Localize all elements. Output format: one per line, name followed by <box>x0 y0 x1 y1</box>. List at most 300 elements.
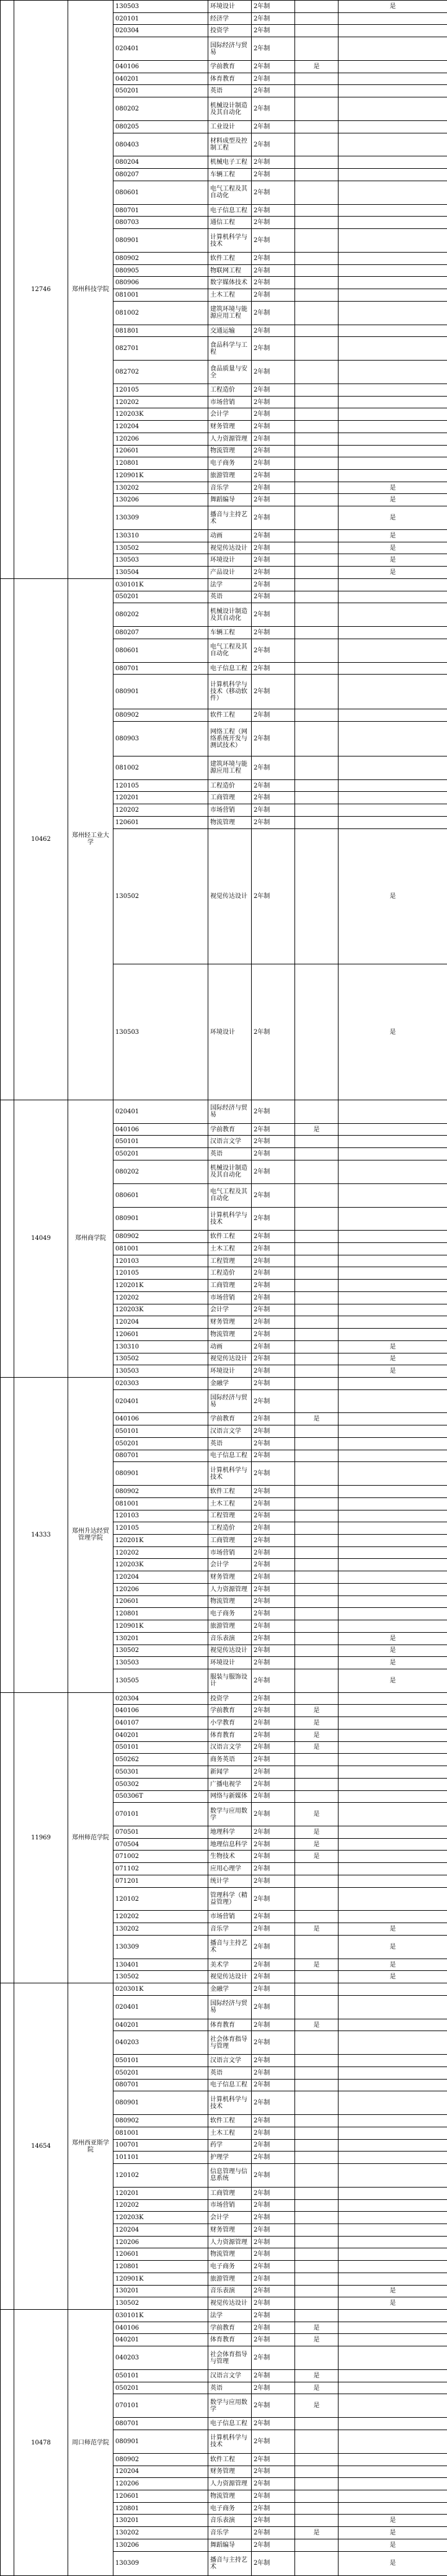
major-name-cell: 机械设计制造及其自动化 <box>208 1160 252 1183</box>
duration-cell: 2年制 <box>252 1413 295 1425</box>
flag-b-cell <box>295 361 339 384</box>
major-name-cell: 会计学 <box>208 1559 252 1571</box>
flag-b-cell <box>295 828 339 964</box>
major-code-cell: 080901 <box>113 2430 208 2453</box>
duration-cell: 2年制 <box>252 1450 295 1462</box>
flag-c-cell <box>339 2212 447 2224</box>
duration-cell: 2年制 <box>252 816 295 828</box>
flag-b-cell <box>295 1304 339 1316</box>
major-code-cell: 040106 <box>113 2322 208 2334</box>
flag-b-cell <box>295 2466 339 2478</box>
major-name-cell: 工程造价 <box>208 1267 252 1280</box>
flag-c-cell <box>339 675 447 709</box>
major-code-cell: 050101 <box>113 2055 208 2067</box>
flag-c-cell <box>339 591 447 603</box>
major-code-cell: 130309 <box>113 1935 208 1959</box>
major-code-cell: 030101K <box>113 578 208 591</box>
duration-cell: 2年制 <box>252 1160 295 1183</box>
major-name-cell: 电气工程及其自动化 <box>208 1183 252 1207</box>
duration-cell: 2年制 <box>252 2551 295 2575</box>
duration-cell: 2年制 <box>252 1692 295 1705</box>
flag-c-cell <box>339 2248 447 2261</box>
duration-cell: 2年制 <box>252 1510 295 1522</box>
major-code-cell: 120201K <box>113 1535 208 1547</box>
major-code-cell: 080902 <box>113 1486 208 1498</box>
major-name-cell: 市场营销 <box>208 396 252 408</box>
major-name-cell: 机械设计制造及其自动化 <box>208 603 252 627</box>
duration-cell: 2年制 <box>252 1863 295 1875</box>
flag-c-cell <box>339 2091 447 2115</box>
duration-cell: 2年制 <box>252 1959 295 1971</box>
major-name-cell: 软件工程 <box>208 2115 252 2127</box>
flag-b-cell <box>295 792 339 804</box>
major-name-cell: 旅游管理 <box>208 2273 252 2285</box>
duration-cell: 2年制 <box>252 1255 295 1267</box>
major-name-cell: 美术学 <box>208 1959 252 1971</box>
flag-c-cell <box>339 445 447 457</box>
major-name-cell: 英语 <box>208 2067 252 2079</box>
duration-cell: 2年制 <box>252 1971 295 1983</box>
duration-cell: 2年制 <box>252 2334 295 2346</box>
major-name-cell: 英语 <box>208 1437 252 1450</box>
flag-c-cell: 是 <box>339 567 447 579</box>
flag-b-cell <box>295 2310 339 2322</box>
flag-c-cell <box>339 1522 447 1535</box>
major-code-cell: 120105 <box>113 779 208 792</box>
major-name-cell: 音乐学 <box>208 1923 252 1936</box>
major-name-cell: 计算机科学与技术（移动软件） <box>208 675 252 709</box>
flag-c-cell <box>339 1486 447 1498</box>
major-name-cell: 工程管理 <box>208 1510 252 1522</box>
major-name-cell: 建筑环境与能源应用工程 <box>208 756 252 779</box>
major-name-cell: 应用心理学 <box>208 1863 252 1875</box>
duration-cell: 2年制 <box>252 1657 295 1669</box>
major-name-cell: 机械电子工程 <box>208 156 252 169</box>
duration-cell: 2年制 <box>252 1935 295 1959</box>
major-code-cell: 020304 <box>113 25 208 37</box>
flag-b-cell: 是 <box>295 2322 339 2334</box>
flag-b-cell <box>295 252 339 264</box>
flag-b-cell: 是 <box>295 2370 339 2382</box>
flag-c-cell <box>339 1705 447 1717</box>
flag-b-cell <box>295 1340 339 1353</box>
major-name-cell: 国际经济与贸易 <box>208 1100 252 1123</box>
major-name-cell: 车辆工程 <box>208 169 252 181</box>
flag-c-cell <box>339 1207 447 1231</box>
school-code-cell: 14049 <box>14 1100 68 1377</box>
flag-c-cell: 是 <box>339 494 447 506</box>
duration-cell: 2年制 <box>252 470 295 482</box>
duration-cell: 2年制 <box>252 1316 295 1329</box>
duration-cell: 2年制 <box>252 1995 295 2019</box>
flag-c-cell <box>339 2199 447 2212</box>
flag-b-cell <box>295 1255 339 1267</box>
major-name-cell: 土木工程 <box>208 2127 252 2139</box>
flag-b-cell <box>295 1754 339 1766</box>
major-name-cell: 计算机科学与技术 <box>208 1207 252 1231</box>
flag-c-cell <box>339 2394 447 2418</box>
flag-b-cell <box>295 1778 339 1790</box>
duration-cell: 2年制 <box>252 2152 295 2164</box>
flag-c-cell: 是 <box>339 1632 447 1645</box>
major-code-cell: 130502 <box>113 542 208 554</box>
flag-c-cell <box>339 1497 447 1510</box>
major-code-cell: 071201 <box>113 1875 208 1887</box>
duration-cell: 2年制 <box>252 1717 295 1730</box>
duration-cell: 2年制 <box>252 1608 295 1620</box>
duration-cell: 2年制 <box>252 2139 295 2152</box>
major-code-cell: 130206 <box>113 494 208 506</box>
major-name-cell: 音乐表演 <box>208 2285 252 2297</box>
flag-b-cell <box>295 1522 339 1535</box>
major-name-cell: 土木工程 <box>208 289 252 302</box>
major-code-cell: 050101 <box>113 1741 208 1754</box>
major-name-cell: 建筑环境与能源应用工程 <box>208 301 252 325</box>
flag-c-cell: 是 <box>339 1 447 13</box>
flag-b-cell <box>295 1571 339 1584</box>
major-name-cell: 地理科学 <box>208 1826 252 1839</box>
major-code-cell: 020303 <box>113 1377 208 1389</box>
duration-cell: 2年制 <box>252 1486 295 1498</box>
flag-c-cell <box>339 1692 447 1705</box>
major-name-cell: 电子信息工程 <box>208 2079 252 2091</box>
flag-c-cell <box>339 2139 447 2152</box>
flag-b-cell <box>295 675 339 709</box>
flag-b-cell <box>295 578 339 591</box>
major-code-cell: 130206 <box>113 2539 208 2551</box>
flag-c-cell <box>339 1413 447 1425</box>
major-code-cell: 080902 <box>113 2453 208 2466</box>
flag-c-cell <box>339 457 447 470</box>
flag-c-cell <box>339 2152 447 2164</box>
table-row <box>1 1 447 13</box>
school-code-cell: 12746 <box>14 1 68 579</box>
major-name-cell: 物流管理 <box>208 2490 252 2502</box>
duration-cell: 2年制 <box>252 457 295 470</box>
flag-c-cell: 是 <box>339 2297 447 2310</box>
major-code-cell: 080901 <box>113 2091 208 2115</box>
flag-b-cell <box>295 1608 339 1620</box>
major-code-cell: 120102 <box>113 1887 208 1911</box>
row-index-cell <box>1 1100 14 1377</box>
row-index-cell <box>1 1983 14 2310</box>
flag-c-cell <box>339 1803 447 1826</box>
flag-b-cell <box>295 2212 339 2224</box>
duration-cell: 2年制 <box>252 1875 295 1887</box>
major-name-cell: 物流管理 <box>208 2248 252 2261</box>
major-name-cell: 物流管理 <box>208 816 252 828</box>
flag-b-cell <box>295 530 339 542</box>
major-name-cell: 会计学 <box>208 1304 252 1316</box>
duration-cell: 2年制 <box>252 1851 295 1863</box>
major-name-cell: 数学与应用数学 <box>208 2394 252 2418</box>
major-code-cell: 080901 <box>113 1462 208 1486</box>
major-name-cell: 国际经济与贸易 <box>208 37 252 61</box>
table-row <box>1 2310 447 2322</box>
flag-c-cell <box>339 721 447 756</box>
major-code-cell: 120901K <box>113 1620 208 1633</box>
flag-b-cell <box>295 1136 339 1148</box>
flag-c-cell <box>339 120 447 133</box>
major-code-cell: 050301 <box>113 1766 208 1779</box>
major-code-cell: 081002 <box>113 756 208 779</box>
major-name-cell: 音乐学 <box>208 2527 252 2539</box>
major-name-cell: 物联网工程 <box>208 264 252 277</box>
flag-b-cell <box>295 1657 339 1669</box>
major-code-cell: 120203K <box>113 2212 208 2224</box>
major-name-cell: 护理学 <box>208 2152 252 2164</box>
major-code-cell: 120206 <box>113 433 208 445</box>
flag-c-cell <box>339 1255 447 1267</box>
major-code-cell: 030101K <box>113 2310 208 2322</box>
duration-cell: 2年制 <box>252 1462 295 1486</box>
duration-cell: 2年制 <box>252 964 295 1100</box>
flag-b-cell <box>295 964 339 1100</box>
major-code-cell: 130502 <box>113 1971 208 1983</box>
major-name-cell: 环境设计 <box>208 1657 252 1669</box>
flag-c-cell <box>339 1863 447 1875</box>
flag-b-cell <box>295 1645 339 1657</box>
major-name-cell: 电子商务 <box>208 1608 252 1620</box>
major-name-cell: 投资学 <box>208 1692 252 1705</box>
flag-c-cell <box>339 2067 447 2079</box>
major-code-cell: 120203K <box>113 1304 208 1316</box>
major-name-cell: 学前教育 <box>208 1705 252 1717</box>
major-name-cell: 计算机科学与技术 <box>208 1462 252 1486</box>
flag-b-cell <box>295 1450 339 1462</box>
major-code-cell: 130502 <box>113 1645 208 1657</box>
flag-c-cell: 是 <box>339 1353 447 1365</box>
flag-b-cell <box>295 1971 339 1983</box>
major-code-cell: 050101 <box>113 1136 208 1148</box>
duration-cell: 2年制 <box>252 2273 295 2285</box>
flag-c-cell <box>339 1280 447 1292</box>
duration-cell: 2年制 <box>252 494 295 506</box>
major-code-cell: 120601 <box>113 816 208 828</box>
major-code-cell: 081801 <box>113 325 208 337</box>
flag-c-cell <box>339 2187 447 2199</box>
flag-b-cell: 是 <box>295 1705 339 1717</box>
flag-b-cell <box>295 1790 339 1803</box>
flag-b-cell <box>295 2297 339 2310</box>
duration-cell: 2年制 <box>252 1497 295 1510</box>
major-name-cell: 物流管理 <box>208 1595 252 1608</box>
major-code-cell: 120202 <box>113 1546 208 1559</box>
flag-b-cell <box>295 1231 339 1243</box>
duration-cell: 2年制 <box>252 1437 295 1450</box>
major-name-cell: 新闻学 <box>208 1766 252 1779</box>
flag-b-cell <box>295 2502 339 2515</box>
flag-b-cell <box>295 2164 339 2188</box>
flag-b-cell <box>295 1983 339 1996</box>
major-name-cell: 汉语言文学 <box>208 1425 252 1438</box>
flag-c-cell <box>339 1450 447 1462</box>
flag-b-cell <box>295 2199 339 2212</box>
duration-cell: 2年制 <box>252 1571 295 1584</box>
flag-c-cell <box>339 204 447 217</box>
major-name-cell: 电子信息工程 <box>208 1450 252 1462</box>
duration-cell: 2年制 <box>252 2187 295 2199</box>
major-name-cell: 软件工程 <box>208 252 252 264</box>
flag-b-cell: 是 <box>295 1923 339 1936</box>
major-name-cell: 视觉传达设计 <box>208 1353 252 1365</box>
major-code-cell: 130201 <box>113 1632 208 1645</box>
flag-b-cell <box>295 25 339 37</box>
flag-c-cell <box>339 2370 447 2382</box>
major-name-cell: 市场营销 <box>208 804 252 817</box>
flag-c-cell <box>339 1389 447 1413</box>
school-name-cell: 郑州轻工业大学 <box>68 578 113 1100</box>
duration-cell: 2年制 <box>252 627 295 639</box>
duration-cell: 2年制 <box>252 756 295 779</box>
school-name-cell: 周口师范学院 <box>68 2310 113 2576</box>
major-name-cell: 统计学 <box>208 1875 252 1887</box>
duration-cell: 2年制 <box>252 1790 295 1803</box>
flag-c-cell: 是 <box>339 530 447 542</box>
major-name-cell: 机械设计制造及其自动化 <box>208 97 252 121</box>
flag-b-cell: 是 <box>295 2527 339 2539</box>
duration-cell: 2年制 <box>252 1365 295 1378</box>
flag-b-cell: 是 <box>295 1959 339 1971</box>
flag-c-cell <box>339 1911 447 1923</box>
flag-b-cell <box>295 1995 339 2019</box>
duration-cell: 2年制 <box>252 2297 295 2310</box>
major-code-cell: 130503 <box>113 554 208 567</box>
flag-b-cell <box>295 1365 339 1378</box>
major-name-cell: 车辆工程 <box>208 627 252 639</box>
flag-c-cell: 是 <box>339 1340 447 1353</box>
major-name-cell: 学前教育 <box>208 1123 252 1136</box>
flag-b-cell <box>295 591 339 603</box>
flag-b-cell <box>295 217 339 229</box>
major-code-cell: 040203 <box>113 2031 208 2055</box>
duration-cell: 2年制 <box>252 289 295 302</box>
duration-cell: 2年制 <box>252 396 295 408</box>
major-code-cell: 120201 <box>113 2187 208 2199</box>
major-name-cell: 法学 <box>208 578 252 591</box>
school-code-cell: 11969 <box>14 1692 68 1983</box>
flag-b-cell <box>295 2139 339 2152</box>
flag-c-cell <box>339 25 447 37</box>
major-name-cell: 国际经济与贸易 <box>208 1389 252 1413</box>
flag-c-cell <box>339 1717 447 1730</box>
duration-cell: 2年制 <box>252 1595 295 1608</box>
duration-cell: 2年制 <box>252 1778 295 1790</box>
duration-cell: 2年制 <box>252 2067 295 2079</box>
major-code-cell: 080204 <box>113 156 208 169</box>
major-name-cell: 动画 <box>208 530 252 542</box>
major-name-cell: 音乐表演 <box>208 1632 252 1645</box>
flag-b-cell: 是 <box>295 2019 339 2031</box>
duration-cell: 2年制 <box>252 2091 295 2115</box>
major-name-cell: 视觉传达设计 <box>208 1645 252 1657</box>
major-name-cell: 工商管理 <box>208 2187 252 2199</box>
major-name-cell: 视觉传达设计 <box>208 1971 252 1983</box>
major-name-cell: 工程造价 <box>208 384 252 397</box>
flag-b-cell <box>295 1510 339 1522</box>
major-name-cell: 舞蹈编导 <box>208 494 252 506</box>
flag-c-cell <box>339 1100 447 1123</box>
duration-cell: 2年制 <box>252 2236 295 2248</box>
major-code-cell: 120206 <box>113 2236 208 2248</box>
major-name-cell: 汉语言文学 <box>208 1741 252 1754</box>
flag-c-cell <box>339 1583 447 1595</box>
flag-c-cell <box>339 2224 447 2237</box>
duration-cell: 2年制 <box>252 1632 295 1645</box>
duration-cell: 2年制 <box>252 133 295 156</box>
major-code-cell: 081002 <box>113 301 208 325</box>
flag-b-cell <box>295 662 339 675</box>
flag-c-cell <box>339 421 447 433</box>
flag-b-cell: 是 <box>295 1826 339 1839</box>
major-name-cell: 财务管理 <box>208 421 252 433</box>
flag-b-cell <box>295 384 339 397</box>
flag-b-cell <box>295 457 339 470</box>
duration-cell: 2年制 <box>252 1377 295 1389</box>
major-code-cell: 080601 <box>113 639 208 662</box>
flag-b-cell <box>295 494 339 506</box>
flag-b-cell <box>295 2055 339 2067</box>
major-name-cell: 食品质量与安全 <box>208 361 252 384</box>
duration-cell: 2年制 <box>252 1983 295 1996</box>
major-name-cell: 音乐表演 <box>208 2515 252 2527</box>
duration-cell: 2年制 <box>252 60 295 73</box>
major-name-cell: 汉语言文学 <box>208 2370 252 2382</box>
flag-c-cell <box>339 1231 447 1243</box>
flag-c-cell <box>339 2055 447 2067</box>
duration-cell: 2年制 <box>252 2430 295 2453</box>
flag-b-cell <box>295 2430 339 2453</box>
major-code-cell: 071102 <box>113 1863 208 1875</box>
major-code-cell: 050101 <box>113 1425 208 1438</box>
major-name-cell: 交通运输 <box>208 325 252 337</box>
flag-b-cell <box>295 2490 339 2502</box>
flag-b-cell <box>295 1291 339 1304</box>
flag-b-cell: 是 <box>295 1717 339 1730</box>
major-name-cell: 软件工程 <box>208 1486 252 1498</box>
major-name-cell: 播音与主持艺术 <box>208 1935 252 1959</box>
flag-b-cell <box>295 396 339 408</box>
flag-c-cell: 是 <box>339 1959 447 1971</box>
major-name-cell: 食品科学与工程 <box>208 337 252 361</box>
major-name-cell: 英语 <box>208 2382 252 2394</box>
flag-b-cell <box>295 2273 339 2285</box>
duration-cell: 2年制 <box>252 37 295 61</box>
duration-cell: 2年制 <box>252 301 295 325</box>
duration-cell: 2年制 <box>252 1123 295 1136</box>
major-code-cell: 020401 <box>113 1389 208 1413</box>
major-code-cell: 020401 <box>113 1995 208 2019</box>
flag-c-cell <box>339 1875 447 1887</box>
major-code-cell: 082701 <box>113 337 208 361</box>
duration-cell: 2年制 <box>252 2127 295 2139</box>
major-code-cell: 080703 <box>113 217 208 229</box>
duration-cell: 2年制 <box>252 1546 295 1559</box>
major-code-cell: 120601 <box>113 1329 208 1341</box>
major-code-cell: 130503 <box>113 1 208 13</box>
flag-c-cell <box>339 97 447 121</box>
duration-cell: 2年制 <box>252 1291 295 1304</box>
flag-c-cell <box>339 12 447 25</box>
major-name-cell: 小学教育 <box>208 1717 252 1730</box>
school-name-cell: 郑州科技学院 <box>68 1 113 579</box>
major-code-cell: 130503 <box>113 1657 208 1669</box>
flag-c-cell <box>339 384 447 397</box>
flag-c-cell <box>339 1620 447 1633</box>
major-name-cell: 英语 <box>208 85 252 97</box>
major-code-cell: 120206 <box>113 2478 208 2490</box>
duration-cell: 2年制 <box>252 591 295 603</box>
